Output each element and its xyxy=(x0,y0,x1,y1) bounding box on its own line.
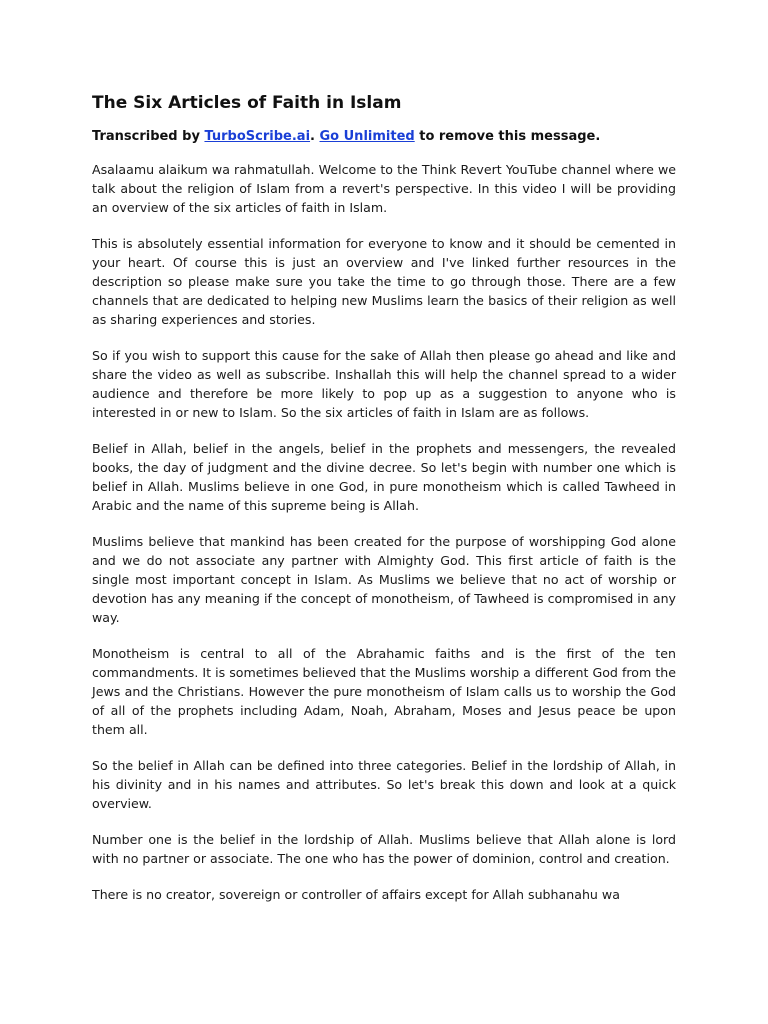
paragraph: Monotheism is central to all of the Abrahamic faiths and is the first of the ten commandments. It is sometimes believed that the Muslims worship a different God from the Jews and the Christians. However the pure monotheism of Islam calls us to worship the God of all of the prophets including Adam, Noah, Abraham, Moses and Jesus peace be upon them all. xyxy=(92,646,676,737)
go-unlimited-link[interactable]: Go Unlimited xyxy=(319,129,415,144)
paragraph: Muslims believe that mankind has been created for the purpose of worshipping God alone and we do not associate any partner with Almighty God. This first article of faith is the single most important concept in Islam. As Muslims we believe that no act of worship or devotion has any meaning if the concept of monotheism, of Tawheed is compromised in any way. xyxy=(92,534,676,625)
paragraph: There is no creator, sovereign or controller of affairs except for Allah subhanahu wa xyxy=(92,887,620,902)
document-page xyxy=(92,92,676,904)
paragraph: So if you wish to support this cause for the sake of Allah then please go ahead and like and share the video as well as subscribe. Inshallah this will help the channel spread to a wider audience and therefore be more likely to pop up as a suggestion to anyone who is interested in or new to Islam. So the six articles of faith in Islam are as follows. xyxy=(92,348,676,420)
paragraph: Asalaamu alaikum wa rahmatullah. Welcome to the Think Revert YouTube channel where we talk about the religion of Islam from a revert's perspective. In this video I will be providing an overview of the six articles of faith in Islam. xyxy=(92,162,676,215)
document-title: The Six Articles of Faith in Islam xyxy=(92,93,402,113)
transcription-notice xyxy=(92,128,676,146)
notice-separator: . xyxy=(310,129,320,144)
turboscribe-link[interactable]: TurboScribe.ai xyxy=(204,129,311,144)
paragraph: Belief in Allah, belief in the angels, belief in the prophets and messengers, the revealed books, the day of judgment and the divine decree. So let's begin with number one which is belief in Allah. Muslims believe in one God, in pure monotheism which is called Tawheed in Arabic and the name of this supreme being is Allah. xyxy=(92,441,676,513)
paragraph: This is absolutely essential information for everyone to know and it should be cemented in your heart. Of course this is just an overview and I've linked further resources in the description so please make sure you take the time to go through those. There are a few channels that are dedicated to helping new Muslims learn the basics of their religion as well as sharing experiences and stories. xyxy=(92,236,676,327)
paragraph: So the belief in Allah can be defined into three categories. Belief in the lordship of Allah, in his divinity and in his names and attributes. So let's break this down and look at a quick overview. xyxy=(92,758,676,811)
paragraph: Number one is the belief in the lordship of Allah. Muslims believe that Allah alone is lord with no partner or associate. The one who has the power of dominion, control and creation. xyxy=(92,832,676,866)
notice-prefix: Transcribed by xyxy=(92,129,205,144)
notice-suffix: to remove this message. xyxy=(414,129,601,144)
